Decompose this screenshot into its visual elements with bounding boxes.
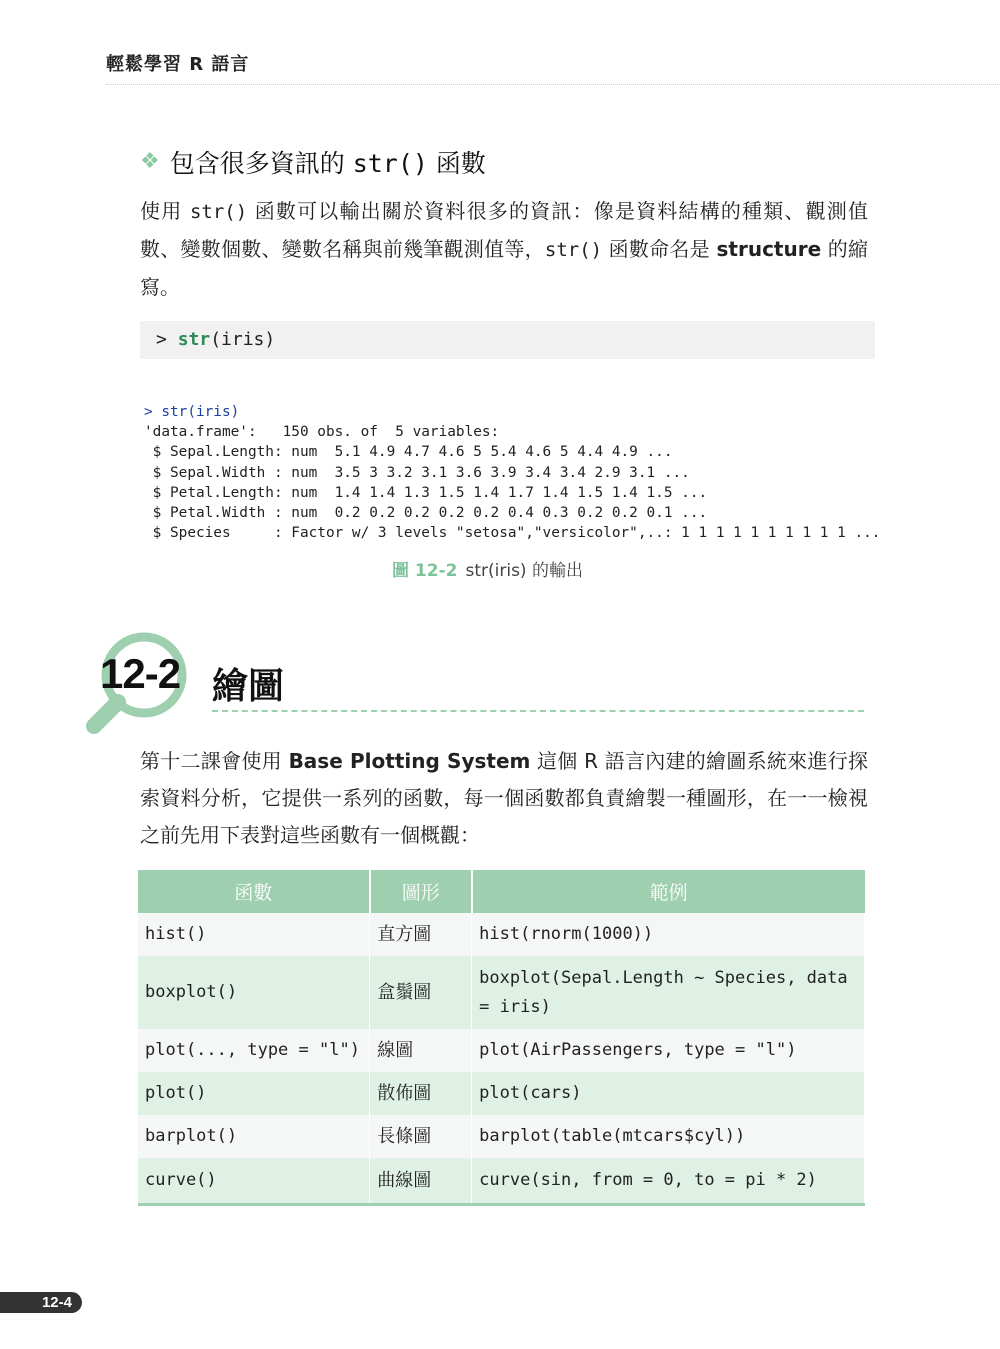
chart-type-cell: 直方圖 xyxy=(370,913,472,956)
chart-type-cell: 線圖 xyxy=(370,1029,472,1072)
text-run: 使用 xyxy=(140,199,190,223)
function-cell: plot() xyxy=(138,1072,370,1115)
text-run: 這個 R 語言內建的繪圖系統來進行探索資料分析，它提供一系列的函數，每一個函數都負責繪製一種圖形，在一一檢視之前先用下表對這些函數有一個概觀： xyxy=(140,749,869,847)
section-number: 12-2 xyxy=(100,650,181,697)
inline-code: str() xyxy=(544,239,603,261)
table-header-row xyxy=(138,870,865,913)
function-cell: hist() xyxy=(138,913,370,956)
text-run: 第十二課會使用 xyxy=(140,749,289,773)
figure-caption xyxy=(0,556,975,581)
text-run: 函數命名是 xyxy=(602,237,717,261)
example-cell: plot(AirPassengers, type = "l") xyxy=(472,1029,865,1072)
console-line: $ Sepal.Length: num 5.1 4.9 4.7 4.6 5 5.4 4.6 5 4.4 4.9 ... xyxy=(144,444,673,461)
page-number: 12-4 xyxy=(0,1292,82,1313)
text-run: 函數可以輸出關於資料很多的資訊：像是資料結構的種類、觀測值數、變數個數、變數名稱與前幾筆觀測值等， xyxy=(140,199,869,261)
section-title: 繪圖 xyxy=(212,666,285,707)
column-header: 範例 xyxy=(472,870,865,913)
console-line: $ Species : Factor w/ 3 levels "setosa","versicolor",..: 1 1 1 1 1 1 1 1 1 1 ... xyxy=(144,525,881,542)
console-command: > str(iris) xyxy=(144,404,240,420)
example-cell: boxplot(Sepal.Length ~ Species, data = iris) xyxy=(472,956,865,1029)
sub-heading-suffix: 函數 xyxy=(427,149,486,178)
console-line: 'data.frame': 150 obs. of 5 variables: xyxy=(144,424,500,441)
example-cell: hist(rnorm(1000)) xyxy=(472,913,865,956)
inline-code: str() xyxy=(189,201,248,223)
table-row xyxy=(138,1158,865,1204)
table-row xyxy=(138,956,865,1029)
four-diamond-icon: ❖ xyxy=(140,149,160,174)
sub-heading-code: str() xyxy=(352,149,428,178)
function-table xyxy=(138,870,865,1206)
column-header: 函數 xyxy=(138,870,370,913)
console-output xyxy=(144,402,880,543)
code-prompt: > xyxy=(156,329,178,350)
figure-number: 圖 12-2 xyxy=(392,561,458,581)
table-row xyxy=(138,913,865,956)
chart-type-cell: 散佈圖 xyxy=(370,1072,472,1115)
section-divider xyxy=(212,710,864,712)
chart-type-cell: 長條圖 xyxy=(370,1115,472,1158)
sub-heading xyxy=(140,144,486,180)
code-function: str xyxy=(177,329,211,350)
console-line: $ Petal.Width : num 0.2 0.2 0.2 0.2 0.2 0.4 0.3 0.2 0.2 0.1 ... xyxy=(144,505,708,522)
function-cell: barplot() xyxy=(138,1115,370,1158)
header-divider xyxy=(106,84,1000,85)
table-row xyxy=(138,1029,865,1072)
table-row xyxy=(138,1072,865,1115)
example-cell: barplot(table(mtcars$cyl)) xyxy=(472,1115,865,1158)
code-args: (iris) xyxy=(210,329,276,350)
text-run: 的縮寫。 xyxy=(140,237,869,299)
console-line: $ Petal.Length: num 1.4 1.4 1.3 1.5 1.4 1.7 1.4 1.5 1.4 1.5 ... xyxy=(144,484,708,501)
function-cell: plot(..., type = "l") xyxy=(138,1029,370,1072)
keyword: structure xyxy=(716,237,822,261)
table-row xyxy=(138,1115,865,1158)
function-cell: boxplot() xyxy=(138,956,370,1029)
sub-heading-prefix: 包含很多資訊的 xyxy=(169,149,353,178)
chart-type-cell: 盒鬚圖 xyxy=(370,956,472,1029)
plotting-paragraph xyxy=(140,743,868,854)
function-cell: curve() xyxy=(138,1158,370,1204)
column-header: 圖形 xyxy=(370,870,472,913)
chart-type-cell: 曲線圖 xyxy=(370,1158,472,1204)
console-line: $ Sepal.Width : num 3.5 3 3.2 3.1 3.6 3.9 3.4 3.4 2.9 3.1 ... xyxy=(144,464,690,481)
str-paragraph xyxy=(140,193,868,306)
example-cell: curve(sin, from = 0, to = pi * 2) xyxy=(472,1158,865,1204)
example-cell: plot(cars) xyxy=(472,1072,865,1115)
code-block xyxy=(140,321,875,359)
figure-text: str(iris) 的輸出 xyxy=(465,561,583,581)
running-head: 輕鬆學習 R 語言 xyxy=(106,54,250,75)
keyword: Base Plotting System xyxy=(288,749,531,773)
